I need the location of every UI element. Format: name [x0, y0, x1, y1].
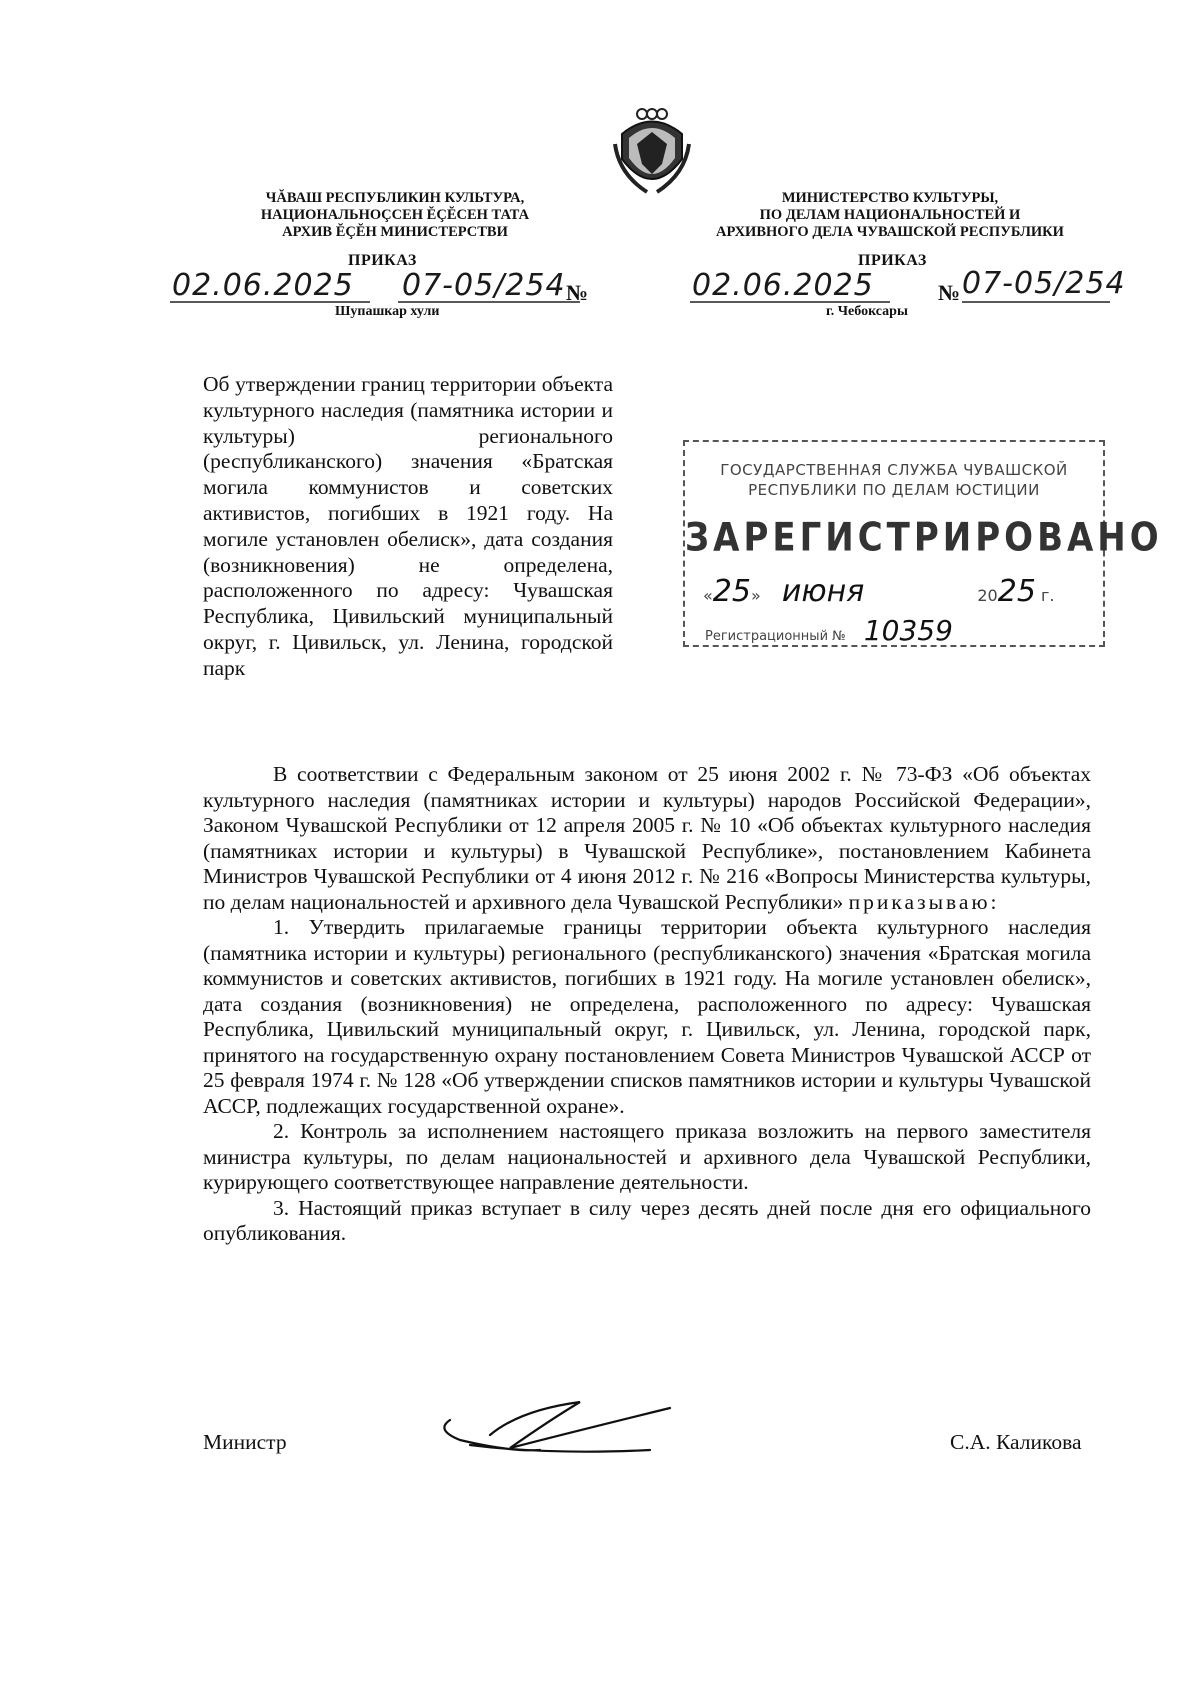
- handwritten-signature: [430, 1390, 680, 1470]
- header-right-line-3: АРХИВНОГО ДЕЛА ЧУВАШСКОЙ РЕСПУБЛИКИ: [716, 224, 1064, 240]
- number-right-handwritten: 07-05/254: [962, 266, 1126, 301]
- body-prikazyvayu: приказываю:: [848, 889, 1000, 914]
- body-intro: [203, 762, 1091, 915]
- header-right-org: [690, 190, 1090, 241]
- prikaz-label-left: ПРИКАЗ: [348, 252, 417, 269]
- stamp-day: 25: [712, 574, 751, 609]
- number-sign-left: №: [566, 280, 589, 305]
- registration-stamp: [683, 440, 1163, 647]
- stamp-month: июня: [781, 574, 865, 609]
- body-item-3: 3. Настоящий приказ вступает в силу через десять дней после дня его официального опубликования.: [203, 1195, 1091, 1245]
- place-right: г. Чебоксары: [826, 304, 908, 319]
- body-item-1: 1. Утвердить прилагаемые границы территории объекта культурного наследия (памятника истории и культуры) регионального (республиканского) значения «Братская могила коммунистов и советских активистов, погибших в 1921 году. На могиле установлен обелиск», дата создания (возникновения) не определена, расположенного по адресу: Чувашская Республика, Цивильский муниципальный округ, г. Цивильск, ул. Ленина, городской парк, принятого на государственную охрану постановлением Совета Министров Чувашской АССР от 25 февраля 1974 г. № 128 «Об утверждении списков памятников истории и культуры Чувашской АССР, подлежащих государственной охране».: [203, 915, 1091, 1118]
- signature-position: Министр: [203, 1430, 287, 1454]
- document-title: Об утверждении границ территории объекта культурного наследия (памятника истории и культуры) регионального (республиканского) значения «Братская могила коммунистов и советских активистов, погибших в 1921 году. На могиле установлен обелиск», дата создания (возникновения) не определена, расположенного по адресу: Чувашская Республика, Цивильский муниципальный округ, г. Цивильск, ул. Ленина, городской парк: [203, 372, 613, 680]
- signature-name: С.А. Каликова: [950, 1430, 1082, 1454]
- stamp-org: [685, 460, 1103, 500]
- stamp-reg-value: 10359: [863, 614, 953, 647]
- prikaz-label-right: ПРИКАЗ: [858, 252, 927, 269]
- header-left-line-1: ЧĂВАШ РЕСПУБЛИКИН КУЛЬТУРА,: [265, 190, 525, 206]
- stamp-org-line-1: ГОСУДАРСТВЕННАЯ СЛУЖБА ЧУВАШСКОЙ: [720, 461, 1068, 479]
- stamp-year-prefix: 20: [977, 586, 998, 605]
- stamp-reg-label: Регистрационный №: [705, 629, 846, 644]
- stamp-date: «25» июня 2025 г.: [703, 574, 1055, 609]
- header-left-line-3: АРХИВ ĔÇĔН МИНИСТЕРСТВИ: [282, 224, 508, 240]
- stamp-org-line-2: РЕСПУБЛИКИ ПО ДЕЛАМ ЮСТИЦИИ: [748, 481, 1040, 499]
- header-right-line-1: МИНИСТЕРСТВО КУЛЬТУРЫ,: [781, 190, 999, 206]
- place-left: Шупашкар хули: [335, 304, 440, 319]
- body-intro-text: В соответствии с Федеральным законом от 25 июня 2002 г. № 73-ФЗ «Об объектах культурного наследия (памятниках истории и культуры) народов Российской Федерации», Законом Чувашской Республики от 12 апреля 2005 г. № 10 «Об объектах культурного наследия (памятниках истории и культуры) в Чувашской Республике», постановлением Кабинета Министров Чувашской Республики от 4 июня 2012 г. № 216 «Вопросы Министерства культуры, по делам национальностей и архивного дела Чувашской Республики»: [203, 762, 1091, 914]
- date-left-handwritten: 02.06.2025: [172, 268, 354, 303]
- stamp-registered: ЗАРЕГИСТРИРОВАНО: [685, 515, 1163, 561]
- body-item-2: 2. Контроль за исполнением настоящего приказа возложить на первого заместителя министра культуры, по делам национальностей и архивного дела Чувашской Республики, курирующего соответствующее направление деятельности.: [203, 1119, 1091, 1194]
- stamp-reg-number: [705, 614, 1095, 647]
- header-right-line-2: ПО ДЕЛАМ НАЦИОНАЛЬНОСТЕЙ И: [759, 207, 1021, 223]
- header-left-line-2: НАЦИОНАЛЬНОÇСЕН ĔÇĔСЕН ТАТА: [260, 207, 530, 223]
- number-left-handwritten: 07-05/254: [402, 268, 566, 303]
- document-body: [203, 762, 1091, 1247]
- stamp-year: 25: [997, 574, 1036, 609]
- stamp-year-suffix: г.: [1041, 586, 1055, 605]
- number-sign-right: №: [938, 280, 961, 305]
- header-left-org: [230, 190, 560, 241]
- coat-of-arms-emblem: [607, 104, 697, 200]
- date-right-handwritten: 02.06.2025: [692, 268, 874, 303]
